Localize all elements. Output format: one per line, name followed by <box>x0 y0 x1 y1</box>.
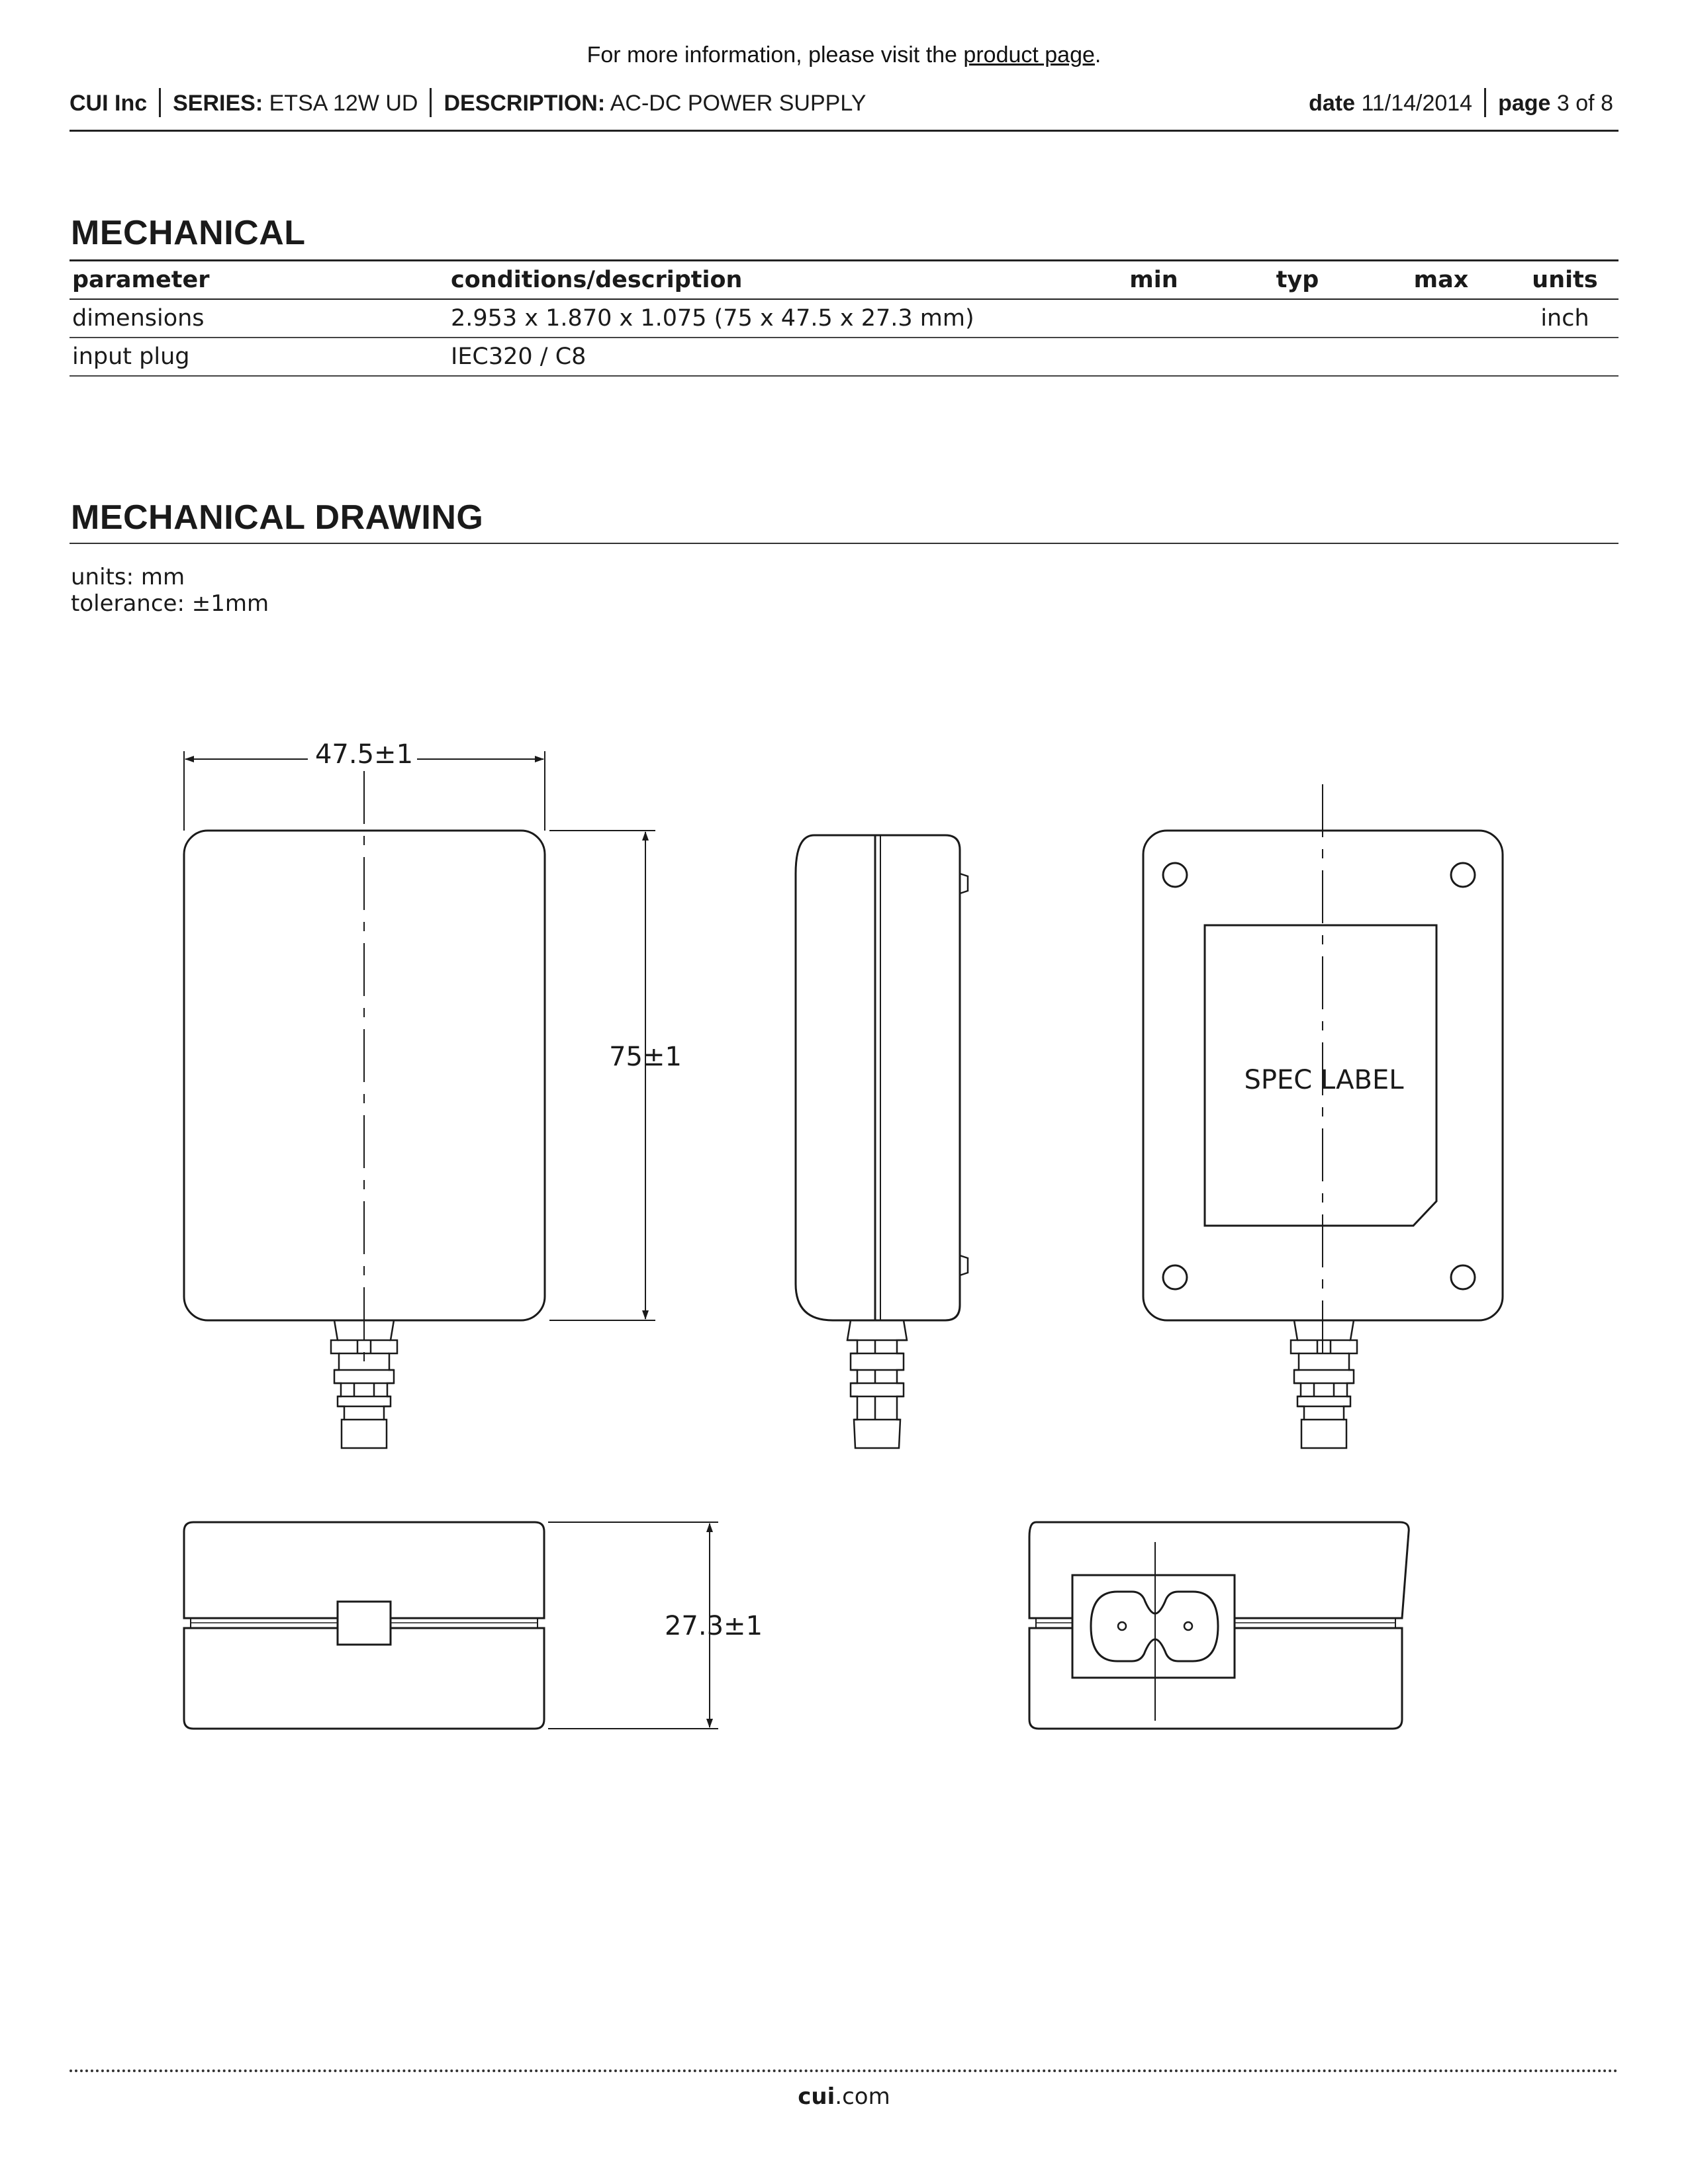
page-value: 3 of 8 <box>1556 90 1613 116</box>
date-value: 11/14/2014 <box>1361 90 1473 116</box>
screw-hole <box>1451 1265 1475 1289</box>
top-view <box>184 1522 763 1729</box>
top-note-text: For more information, please visit the <box>586 42 964 68</box>
col-max: max <box>1371 261 1511 300</box>
side-view <box>796 835 968 1448</box>
footer-domain: .com <box>835 2083 890 2110</box>
footer-brand: cui <box>798 2083 835 2110</box>
col-min: min <box>1084 261 1224 300</box>
front-view <box>184 739 682 1448</box>
top-note-suffix: . <box>1094 42 1102 68</box>
dim-height-label: 75±1 <box>609 1042 682 1072</box>
mechanical-title: MECHANICAL <box>71 214 306 252</box>
cell-parameter: dimensions <box>70 299 448 338</box>
top-tab <box>338 1602 391 1645</box>
dim-depth-label: 27.3±1 <box>664 1611 763 1641</box>
footer <box>0 2083 1688 2110</box>
cell-units: inch <box>1511 299 1618 338</box>
input-end-view <box>1029 1522 1409 1729</box>
product-page-link[interactable]: product page <box>963 42 1095 68</box>
col-units: units <box>1511 261 1618 300</box>
col-conditions: conditions/description <box>448 261 1084 300</box>
back-view <box>1143 784 1503 1448</box>
cell-conditions: IEC320 / C8 <box>448 338 1084 376</box>
col-typ: typ <box>1224 261 1371 300</box>
screw-hole <box>1163 1265 1187 1289</box>
cell-conditions: 2.953 x 1.870 x 1.075 (75 x 47.5 x 27.3 mm) <box>448 299 1084 338</box>
side-clip-top <box>960 874 968 893</box>
mechanical-drawing-title: MECHANICAL DRAWING <box>71 498 484 537</box>
strain-relief-back <box>1291 1320 1357 1448</box>
company-name: CUI Inc <box>70 90 148 116</box>
dim-width-label: 47.5±1 <box>314 739 414 770</box>
side-body-outline <box>796 835 960 1320</box>
side-clip-bottom <box>960 1255 968 1275</box>
screw-hole <box>1451 863 1475 887</box>
cell-parameter: input plug <box>70 338 448 376</box>
spec-label-text: SPEC LABEL <box>1244 1065 1404 1095</box>
tolerance-line: tolerance: ±1mm <box>71 590 269 617</box>
iec-c8-inlet-frame <box>1072 1575 1235 1678</box>
date-label: date <box>1309 90 1355 116</box>
description-value: AC-DC POWER SUPPLY <box>610 90 867 116</box>
footer-divider <box>70 2070 1618 2072</box>
series-label: SERIES: <box>173 90 263 116</box>
units-line: units: mm <box>71 564 185 590</box>
description-label: DESCRIPTION: <box>444 90 606 116</box>
page-label: page <box>1498 90 1551 116</box>
screw-hole <box>1163 863 1187 887</box>
strain-relief-side <box>847 1320 907 1448</box>
col-parameter: parameter <box>70 261 448 300</box>
strain-relief-front <box>331 1320 397 1448</box>
series-value: ETSA 12W UD <box>269 90 418 116</box>
